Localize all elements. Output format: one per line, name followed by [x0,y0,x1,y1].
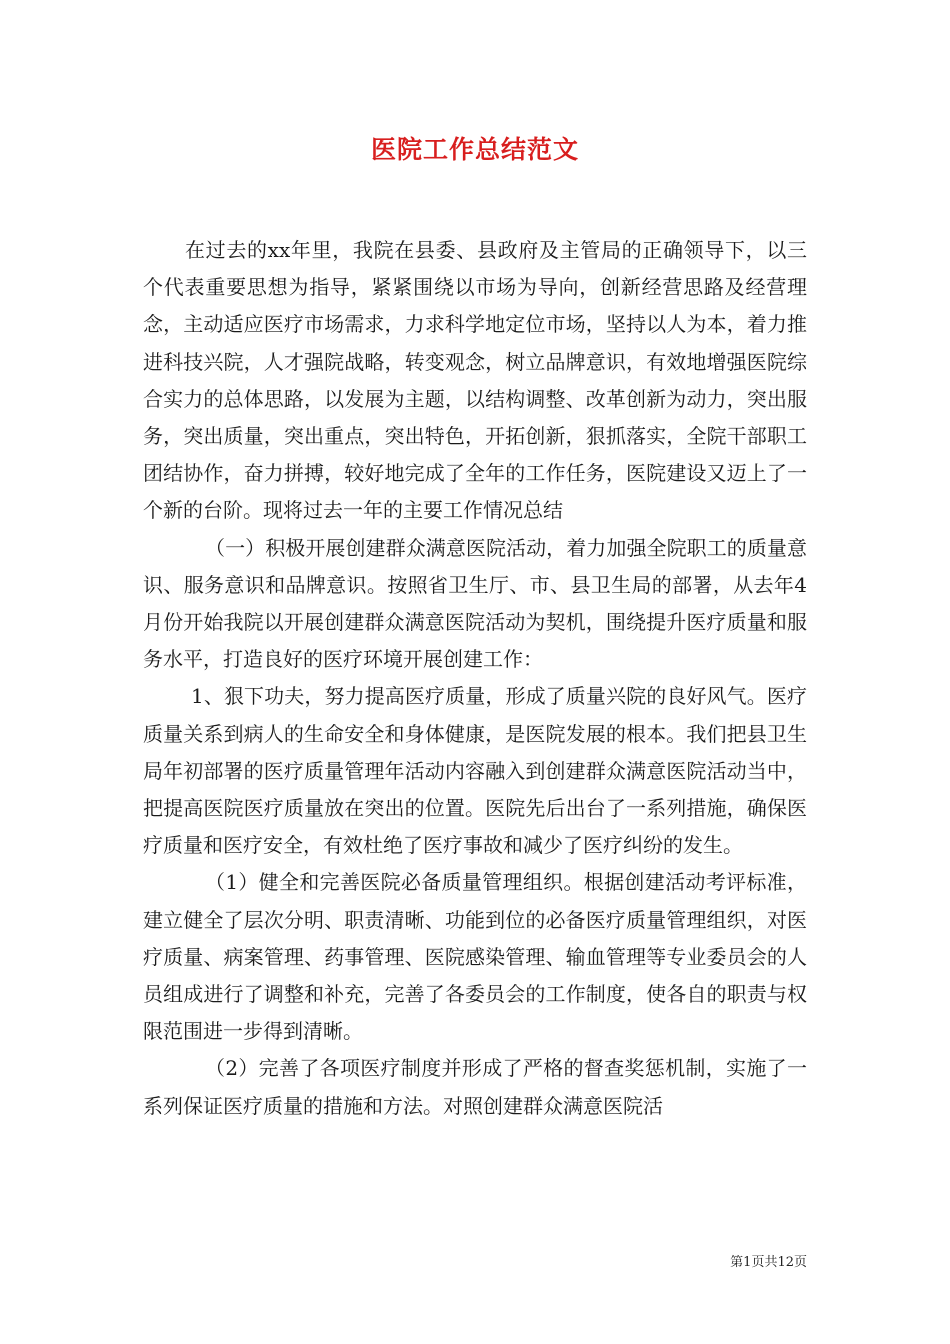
document-title: 医院工作总结范文 [370,135,579,164]
paragraph-item-1: 1、狠下功夫，努力提高医疗质量，形成了质量兴院的良好风气。医疗质量关系到病人的生命安全和身体健康，是医院发展的根本。我们把县卫生局年初部署的医疗质量管理年活动内容融入到创建群众满意医院活动当中，把提高医院医疗质量放在突出的位置。医院先后出台了一系列措施，确保医疗质量和医疗安全，有效杜绝了医疗事故和减少了医疗纠纷的发生。 [143,684,807,858]
paragraph-section-1: （一）积极开展创建群众满意医院活动，着力加强全院职工的质量意识、服务意识和品牌意识。按照省卫生厅、市、县卫生局的部署，从去年4月份开始我院以开展创建群众满意医院活动为契机，围绕提升医疗质量和服务水平，打造良好的医疗环境开展创建工作： [143,535,807,672]
paragraph-intro: 在过去的xx年里，我院在县委、县政府及主管局的正确领导下，以三个代表重要思想为指导，紧紧围绕以市场为导向，创新经营思路及经营理念，主动适应医疗市场需求，力求科学地定位市场，坚持以人为本，着力推进科技兴院，人才强院战略，转变观念，树立品牌意识，有效地增强医院综合实力的总体思路，以发展为主题，以结构调整、改革创新为动力，突出服务，突出质量，突出重点，突出特色，开拓创新，狠抓落实，全院干部职工团结协作，奋力拼搏，较好地完成了全年的工作任务，医院建设又迈上了一个新的台阶。现将过去一年的主要工作情况总结 [143,238,807,523]
paragraph-subitem-1: （1）健全和完善医院必备质量管理组织。根据创建活动考评标准，建立健全了层次分明、职责清晰、功能到位的必备医疗质量管理组织，对医疗质量、病案管理、药事管理、医院感染管理、输血管理等专业委员会的人员组成进行了调整和补充，完善了各委员会的工作制度，使各自的职责与权限范围进一步得到清晰。 [143,870,807,1044]
document-body [143,232,807,1125]
page-number-footer: 第1页共12页 [730,1255,807,1270]
paragraph-subitem-2: （2）完善了各项医疗制度并形成了严格的督查奖惩机制，实施了一系列保证医疗质量的措施和方法。对照创建群众满意医院活 [143,1056,807,1118]
